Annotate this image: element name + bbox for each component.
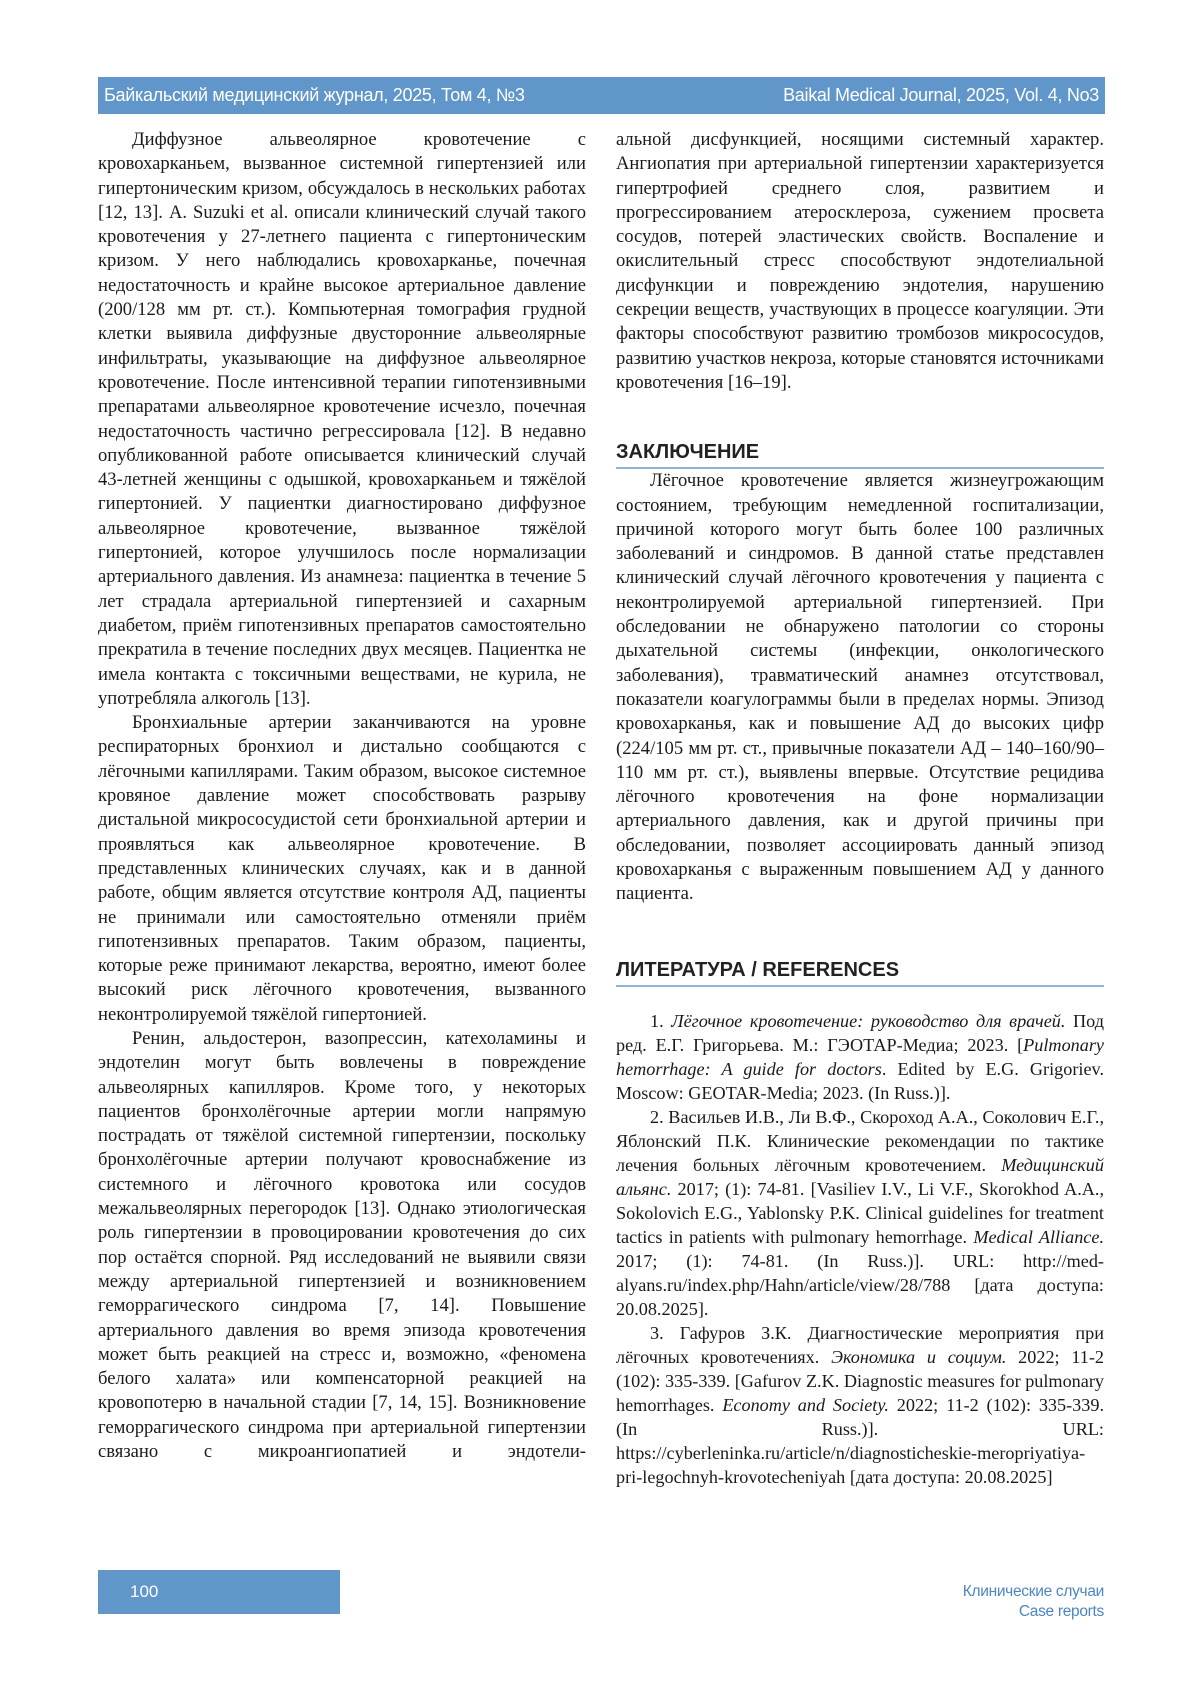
ref-text: 2022; 11-2 (102): 335-339. [Gafurov Z.K. Diagnostic measures for pulmonary hemorrhages. (616, 1347, 1104, 1415)
conclusion-paragraph: Лёгочное кровотечение является жизнеугрожающим состоянием, требующим немедленной госпитализации, причиной которого могут быть более 100 различных заболеваний и синдромов. В данной статье представлен клинический случай лёгочного кровотечения у пациента с неконтролируемой артериальной гипертензией. При обследовании не обнаружено патологии со стороны дыхательной системы (инфекции, онкологического заболевания), травматический анамнез отсутствовал, показатели коагулограммы были в пределах нормы. Эпизод кровохарканья, как и повышение АД до высоких цифр (224/105 мм рт. ст., привычные показатели АД – 140–160/90–110 мм рт. ст.), выявлены впервые. Отсутствие рецидива лёгочного кровотечения на фоне нормализации артериального давления, как и другой причины при обследовании, позволяет ассоциировать данный эпизод кровохарканья с выраженным повышением АД у данного пациента. (616, 469, 1104, 906)
body-paragraph: Ренин, альдостерон, вазопрессин, катехоламины и эндотелин могут быть вовлечены в повреждение альвеолярных капилляров. Кроме того, у некоторых пациентов бронхолёгочные артерии могли напрямую пострадать от тяжёлой системной гипертензии, поскольку бронхолёгочные артерии получают кровоснабжение из системного и лёгочного кровотока или сосудов межальвеолярных перегородок [13]. Однако этиологическая роль гипертензии в провоцировании кровотечения до сих пор остаётся спорной. Ряд исследований не выявили связи между артериальной гипертензией и возникновением геморрагического синдрома [7, 14]. Повышение артериального давления во время эпизода кровотечения может быть реакцией на стресс и, возможно, «феномена белого халата» или компенсаторной реакцией на кровопотерю в начальной стадии [7, 14, 15]. Возникновение геморрагического синдрома при артериальной гипертензии связано с микроангиопатией и эндотели- (98, 1027, 586, 1464)
section-label-en: Case reports (963, 1602, 1104, 1622)
reference-item (616, 1105, 1104, 1321)
section-label (963, 1582, 1104, 1622)
ref-text: 2022; 11-2 (102): 335-339. (In Russ.)]. URL: https://cyberleninka.ru/article/n/diagnosticheskie-meropriyatiya-pri-legochnyh-krovotecheniyah [дата доступа: 20.08.2025] (616, 1395, 1104, 1487)
ref-journal-italic: Медицинский альянс. (616, 1155, 1104, 1199)
body-paragraph: Бронхиальные артерии заканчиваются на уровне респираторных бронхиол и дистально сообщаются с лёгочными капиллярами. Таким образом, высокое системное кровяное давление может способствовать разрыву дистальной микрососудистой сети бронхиальной артерии и проявляться как альвеолярное кровотечение. В представленных клинических случаях, как и в данной работе, общим является отсутствие контроля АД, пациенты не принимали или самостоятельно отменяли приём гипотензивных препаратов. Таким образом, пациенты, которые реже принимают лекарства, вероятно, имеют более высокий риск лёгочного кровотечения, вызванного неконтролируемой тяжёлой гипертонией. (98, 711, 586, 1027)
journal-header-bar (98, 77, 1105, 114)
reference-item (616, 1321, 1104, 1489)
page-number: 100 (130, 1582, 158, 1602)
body-paragraph: Диффузное альвеолярное кровотечение с кровохарканьем, вызванное системной гипертензией или гипертоническим кризом, обсуждалось в нескольких работах [12, 13]. A. Suzuki et al. описали клинический случай такого кровотечения у 27-летнего пациента с гипертоническим кризом. У него наблюдались кровохарканье, почечная недостаточность и крайне высокое артериальное давление (200/128 мм рт. ст.). Компьютерная томография грудной клетки выявила диффузные двусторонние альвеолярные инфильтраты, указывающие на диффузное альвеолярное кровотечение. После интенсивной терапии гипотензивными препаратами альвеолярное кровотечение исчезло, почечная недостаточность частично регрессировала [12]. В недавно опубликованной работе описывается клинический случай 43-летней женщины с одышкой, кровохарканьем и тяжёлой гипертонией. У пациентки диагностировано диффузное альвеолярное кровотечение, вызванное тяжёлой гипертонией, которое улучшилось после нормализации артериального давления. Из анамнеза: пациентка в течение 5 лет страдала артериальной гипертензией и сахарным диабетом, приём гипотензивных препаратов самостоятельно прекратила в течение последних двух месяцев. Пациентка не имела контакта с токсичными веществами, не курила, не употребляла алкоголь [13]. (98, 128, 586, 711)
reference-item (616, 1009, 1104, 1105)
body-paragraph-continued: альной дисфункцией, носящими системный характер. Ангиопатия при артериальной гипертензии характеризуется гипертрофией среднего слоя, развитием и прогрессированием атеросклероза, сужением просвета сосудов, потерей эластических свойств. Воспаление и окислительный стресс способствуют эндотелиальной дисфункции и повреждению эндотелия, нарушению секреции веществ, участвующих в процессе коагуляции. Эти факторы способствуют развитию тромбозов микрососудов, развитию участков некроза, которые становятся источниками кровотечения [16–19]. (616, 128, 1104, 395)
page-number-box (98, 1570, 340, 1614)
ref-journal-italic: Economy and Society. (722, 1395, 889, 1415)
ref-text: 2. Васильев И.В., Ли В.Ф., Скороход А.А., Соколович Е.Г., Яблонский П.К. Клинические рекомендации по тактике лечения больных лёгочным кровотечением. (616, 1107, 1104, 1175)
section-label-ru: Клинические случаи (963, 1582, 1104, 1602)
ref-text: 1. (650, 1011, 671, 1031)
ref-text: 2017; (1): 74-81. (In Russ.)]. URL: http://med-alyans.ru/index.php/Hahn/article/view/28/788 [дата доступа: 20.08.2025]. (616, 1251, 1104, 1319)
ref-journal-italic: Экономика и социум. (831, 1347, 1006, 1367)
ref-text: Под ред. Е.Г. Григорьева. М.: ГЭОТАР-Медиа; 2023. [ (616, 1011, 1104, 1055)
journal-title-en: Baikal Medical Journal, 2025, Vol. 4, No3 (783, 85, 1099, 106)
ref-journal-italic: Medical Alliance. (973, 1227, 1104, 1247)
left-column (98, 128, 586, 1464)
journal-title-ru: Байкальский медицинский журнал, 2025, Том 4, №3 (104, 85, 525, 106)
conclusion-heading: ЗАКЛЮЧЕНИЕ (616, 439, 1104, 469)
ref-title-italic: Pulmonary hemorrhage: A guide for doctors (616, 1035, 1104, 1079)
ref-text: 3. Гафуров З.К. Диагностические мероприятия при лёгочных кровотечениях. (616, 1323, 1104, 1367)
ref-text: . Edited by E.G. Grigoriev. Moscow: GEOTAR-Media; 2023. (In Russ.)]. (616, 1059, 1104, 1103)
ref-title-italic: Лёгочное кровотечение: руководство для врачей. (671, 1011, 1065, 1031)
right-column (616, 128, 1104, 1489)
references-list (616, 1009, 1104, 1489)
references-heading: ЛИТЕРАТУРА / REFERENCES (616, 957, 1104, 987)
ref-text: 2017; (1): 74-81. [Vasiliev I.V., Li V.F., Skorokhod A.A., Sokolovich E.G., Yablonsky P.K. Clinical guidelines for treatment tactics in patients with pulmonary hemorrhage. (616, 1179, 1104, 1247)
